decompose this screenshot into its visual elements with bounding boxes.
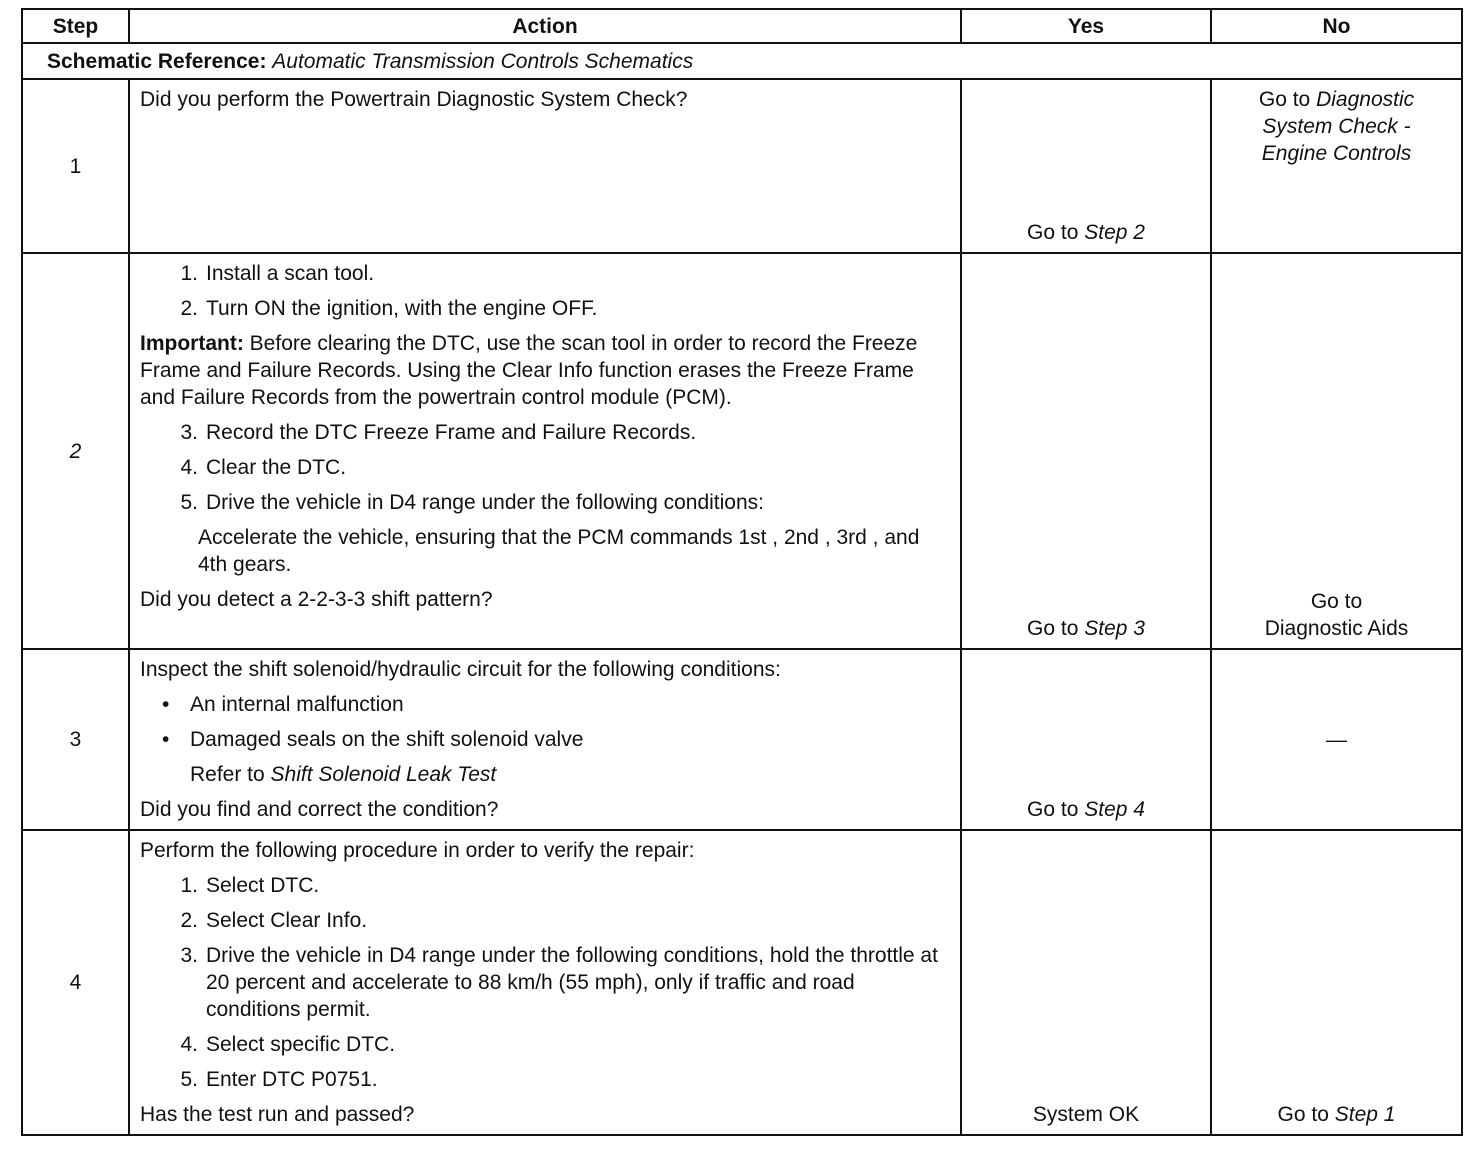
list-item	[160, 872, 946, 899]
yes-step-link[interactable]: Step 4	[1084, 798, 1145, 821]
yes-action[interactable]	[962, 615, 1210, 642]
step-number: 4	[22, 830, 129, 1135]
action-cell	[129, 79, 961, 253]
list-item-number: 3.	[180, 421, 198, 444]
important-label: Important:	[140, 332, 244, 355]
list-item-text: Clear the DTC.	[206, 456, 347, 479]
refer-prefix: Refer to	[190, 763, 265, 786]
no-cell	[1211, 253, 1462, 649]
list-item-number: 1.	[180, 874, 198, 897]
list-item-text: Select Clear Info.	[206, 909, 368, 932]
yes-cell	[961, 649, 1211, 830]
action-cell	[129, 649, 961, 830]
no-prefix: Go to	[1258, 88, 1311, 111]
list-item-text: Turn ON the ignition, with the engine OFF.	[206, 297, 598, 320]
yes-prefix: Go to	[1027, 798, 1079, 821]
yes-action[interactable]	[962, 219, 1210, 246]
intro-text: Perform the following procedure in order to verify the repair:	[140, 839, 695, 862]
no-cell	[1211, 79, 1462, 253]
table-row	[22, 79, 1462, 253]
header-row	[22, 9, 1462, 43]
step-number: 3	[22, 649, 129, 830]
no-line1: Go to	[1310, 590, 1363, 613]
list-item	[160, 260, 946, 287]
list-item	[162, 726, 946, 753]
yes-prefix: Go to	[1027, 221, 1079, 244]
list-item	[160, 454, 946, 481]
step-number: 1	[22, 79, 129, 253]
list-item-text: Drive the vehicle in D4 range under the following conditions:	[206, 491, 764, 514]
header-action: Action	[129, 9, 961, 43]
no-step-link[interactable]: Step 1	[1334, 1103, 1396, 1126]
list-item-number: 2.	[180, 909, 198, 932]
step-number-text: 2	[69, 439, 82, 463]
header-yes: Yes	[961, 9, 1211, 43]
schematic-reference-link[interactable]: Automatic Transmission Controls Schematics	[272, 49, 694, 73]
list-item-text: Select DTC.	[206, 874, 320, 897]
step-number	[22, 253, 129, 649]
question-text: Did you perform the Powertrain Diagnostic System Check?	[140, 88, 688, 111]
list-item-number: 5.	[180, 491, 198, 514]
no-action[interactable]	[1212, 588, 1461, 642]
list-item-text: An internal malfunction	[190, 693, 404, 716]
list-item-text: Install a scan tool.	[206, 262, 375, 285]
yes-action[interactable]	[962, 796, 1210, 823]
list-item-text: Drive the vehicle in D4 range under the following conditions, hold the throttle at 20 percent and accelerate to 88 km/h (55 mph), only if traffic and road conditions permit.	[206, 944, 938, 1021]
list-item-text: Enter DTC P0751.	[206, 1068, 378, 1091]
intro-text: Inspect the shift solenoid/hydraulic circuit for the following conditions:	[140, 658, 781, 681]
list-item	[160, 942, 946, 1023]
list-item-number: 4.	[180, 1033, 198, 1056]
yes-prefix: Go to	[1027, 617, 1079, 640]
list-item-text: Select specific DTC.	[206, 1033, 396, 1056]
no-action[interactable]	[1212, 1101, 1461, 1128]
important-text: Before clearing the DTC, use the scan tool in order to record the Freeze Frame and Failure Records. Using the Clear Info function erases the Freeze Frame and Failure Records from the powertrain control module (PCM).	[140, 332, 918, 409]
refer-text	[190, 761, 946, 788]
no-link-line3[interactable]: Engine Controls	[1261, 142, 1412, 165]
question-text: Has the test run and passed?	[140, 1103, 415, 1126]
no-link-line2[interactable]: System Check -	[1262, 115, 1411, 138]
schematic-reference-row	[22, 43, 1462, 79]
yes-cell	[961, 79, 1211, 253]
no-cell	[1211, 830, 1462, 1135]
table-row	[22, 253, 1462, 649]
bullet-icon: •	[162, 728, 170, 751]
question-text: Did you detect a 2-2-3-3 shift pattern?	[140, 588, 493, 611]
table-row	[22, 830, 1462, 1135]
list-item-number: 5.	[180, 1068, 198, 1091]
list-item-number: 3.	[180, 944, 198, 967]
action-cell	[129, 830, 961, 1135]
schematic-reference-label: Schematic Reference:	[47, 49, 267, 73]
action-cell	[129, 253, 961, 649]
no-cell	[1211, 649, 1462, 830]
list-item	[160, 489, 946, 516]
yes-system-ok[interactable]: System OK	[1032, 1103, 1140, 1126]
list-item-number: 1.	[180, 262, 198, 285]
no-action[interactable]	[1212, 80, 1461, 167]
table-row	[22, 649, 1462, 830]
list-item-text: Record the DTC Freeze Frame and Failure Records.	[206, 421, 697, 444]
important-note	[140, 330, 946, 411]
list-item	[160, 419, 946, 446]
no-link-line1[interactable]: Diagnostic	[1316, 88, 1415, 111]
diagnostic-table	[21, 8, 1463, 1136]
bullet-icon: •	[162, 693, 170, 716]
yes-cell	[961, 253, 1211, 649]
list-item-text: Damaged seals on the shift solenoid valve	[190, 728, 584, 751]
list-item-number: 4.	[180, 456, 198, 479]
no-prefix: Go to	[1277, 1103, 1329, 1126]
list-item	[160, 1031, 946, 1058]
header-step: Step	[22, 9, 129, 43]
refer-link[interactable]: Shift Solenoid Leak Test	[270, 763, 497, 786]
no-diagnostic-aids-link[interactable]: Diagnostic Aids	[1264, 617, 1409, 640]
schematic-reference	[22, 43, 1462, 79]
yes-step-link[interactable]: Step 3	[1084, 617, 1145, 640]
list-item	[160, 295, 946, 322]
list-item	[160, 907, 946, 934]
question-text: Did you find and correct the condition?	[140, 798, 499, 821]
list-item-number: 2.	[180, 297, 198, 320]
no-empty-dash: —	[1326, 728, 1347, 751]
conditions-text: Accelerate the vehicle, ensuring that the PCM commands 1st , 2nd , 3rd , and 4th gears.	[198, 526, 920, 576]
list-item	[162, 691, 946, 718]
yes-cell	[961, 830, 1211, 1135]
list-item	[160, 1066, 946, 1093]
yes-step-link[interactable]: Step 2	[1084, 221, 1145, 244]
header-no: No	[1211, 9, 1462, 43]
